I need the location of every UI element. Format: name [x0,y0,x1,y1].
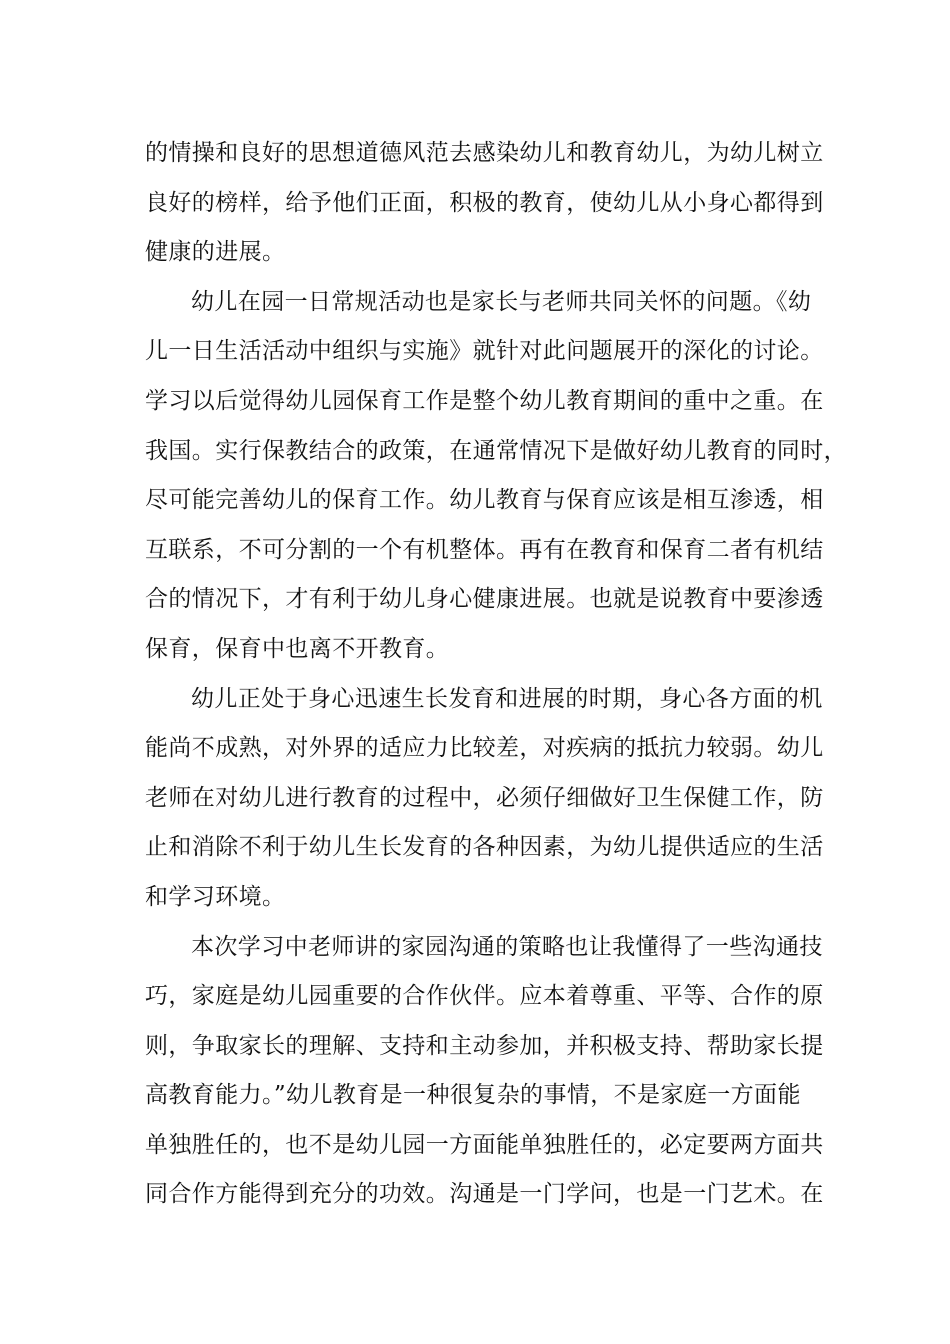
paragraph-first-line: 本次学习中老师讲的家园沟通的策略也让我懂得了一些沟通技 [191,933,823,960]
paragraph-first-line: 幼儿在园一日常规活动也是家长与老师共同关怀的问题。《幼 [191,288,812,315]
text-line: 则，争取家长的理解、支持和主动参加，并积极支持、帮助家长提 [145,1032,824,1059]
document-body [145,129,847,1220]
text-line: 同合作方能得到充分的功效。沟通是一门学问，也是一门艺术。在 [145,1181,824,1208]
text-line: 的情操和良好的思想道德风范去感染幼儿和教育幼儿，为幼儿树立 [145,140,824,166]
paragraph-first-line: 幼儿正处于身心迅速生长发育和进展的时期，身心各方面的机 [191,685,823,712]
text-line: 学习以后觉得幼儿园保育工作是整个幼儿教育期间的重中之重。在 [145,387,824,414]
text-line: 和学习环境。 [145,883,286,910]
text-line: 尽可能完善幼儿的保育工作。幼儿教育与保育应该是相互渗透，相 [145,487,824,514]
text-line: 保育，保育中也离不开教育。 [145,635,450,662]
text-line: 合的情况下，才有利于幼儿身心健康进展。也就是说教育中要渗透 [145,586,824,613]
text-line: 儿一日生活活动中组织与实施》就针对此问题展开的深化的讨论。 [145,338,824,365]
text-line: 互联系，不可分割的一个有机整体。再有在教育和保育二者有机结 [145,536,824,563]
text-line: 单独胜任的，也不是幼儿园一方面能单独胜任的，必定要两方面共 [145,1131,824,1158]
text-line: 高教育能力。”幼儿教育是一种很复杂的事情，不是家庭一方面能 [145,1082,801,1109]
text-line: 我国。实行保教结合的政策，在通常情况下是做好幼儿教育的同时， [145,437,847,464]
text-line: 巧，家庭是幼儿园重要的合作伙伴。应本着尊重、平等、合作的原 [145,983,824,1010]
text-line: 老师在对幼儿进行教育的过程中，必须仔细做好卫生保健工作，防 [145,784,824,811]
text-line: 健康的进展。 [145,239,286,266]
text-line: 止和消除不利于幼儿生长发育的各种因素，为幼儿提供适应的生活 [145,834,824,861]
text-line: 能尚不成熟，对外界的适应力比较差，对疾病的抵抗力较弱。幼儿 [145,735,824,762]
text-line: 良好的榜样，给予他们正面，积极的教育，使幼儿从小身心都得到 [145,189,824,216]
